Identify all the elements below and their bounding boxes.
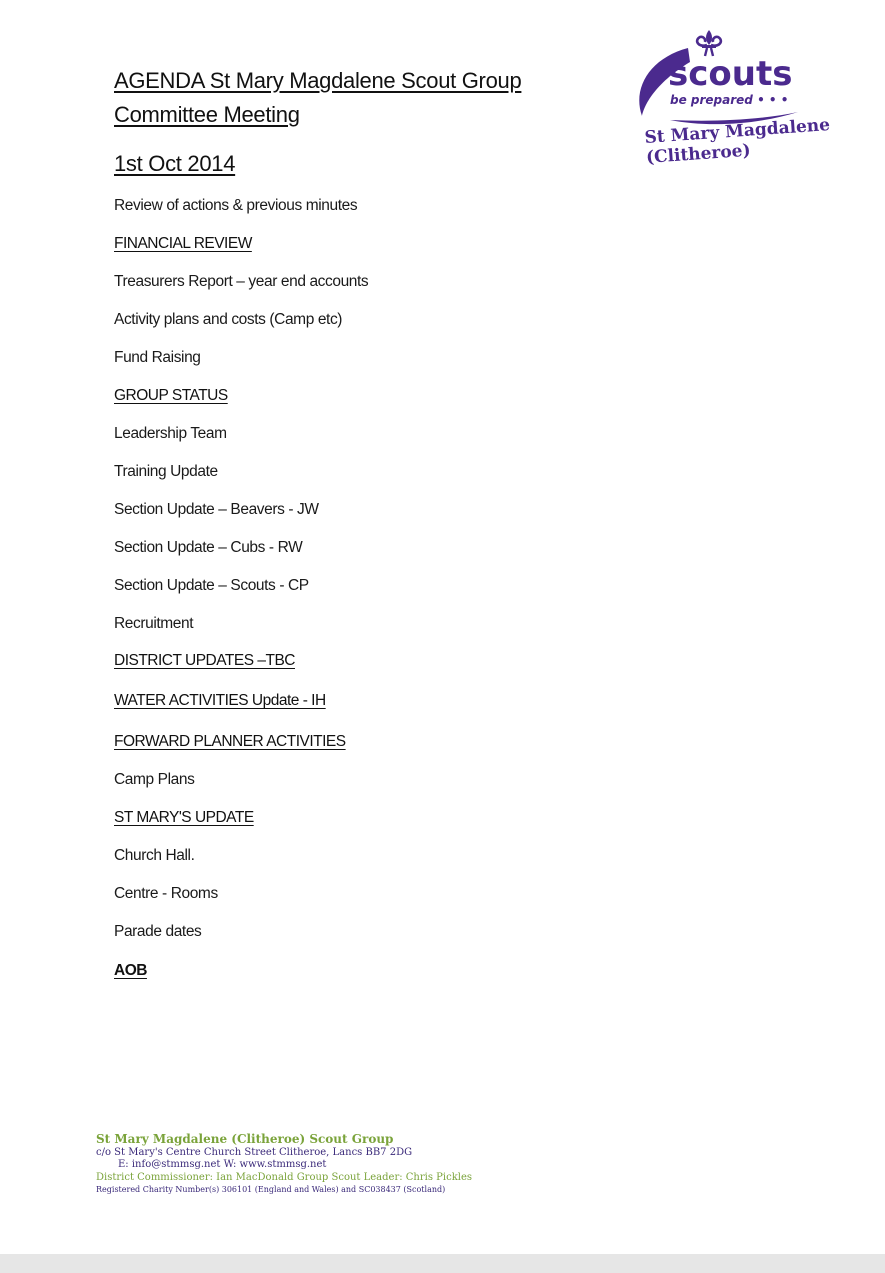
- agenda-heading: FORWARD PLANNER ACTIVITIES: [114, 733, 346, 750]
- agenda-item: Section Update – Cubs - RW: [114, 539, 303, 556]
- footer-contact: E: info@stmmsg.net W: www.stmmsg.net: [118, 1159, 327, 1170]
- agenda-item: Treasurers Report – year end accounts: [114, 273, 369, 290]
- agenda-item: Leadership Team: [114, 425, 227, 442]
- agenda-item: Camp Plans: [114, 771, 195, 788]
- logo-wordmark: scouts: [668, 54, 793, 94]
- logo-group-line-1: St Mary Magdalene: [644, 115, 831, 148]
- agenda-item: Review of actions & previous minutes: [114, 197, 358, 214]
- agenda-heading: WATER ACTIVITIES Update - IH: [114, 692, 326, 709]
- agenda-item: Section Update – Beavers - JW: [114, 501, 319, 518]
- meeting-date: 1st Oct 2014: [114, 151, 236, 176]
- agenda-item: Training Update: [114, 463, 218, 480]
- agenda-item: Activity plans and costs (Camp etc): [114, 311, 343, 328]
- agenda-item: Church Hall.: [114, 847, 195, 864]
- agenda-heading: GROUP STATUS: [114, 387, 228, 404]
- agenda-item: Fund Raising: [114, 349, 201, 366]
- scouts-logo: [630, 28, 850, 198]
- footer-commissioners: District Commissioner: Ian MacDonald Group Scout Leader: Chris Pickles: [96, 1172, 473, 1183]
- logo-tagline: be prepared • • •: [670, 93, 789, 107]
- agenda-item: Parade dates: [114, 923, 202, 940]
- agenda-heading: DISTRICT UPDATES –TBC: [114, 652, 295, 669]
- letterhead-footer: [96, 1131, 472, 1196]
- agenda-heading: FINANCIAL REVIEW: [114, 235, 252, 252]
- agenda-item: Recruitment: [114, 615, 194, 632]
- footer-address: c/o St Mary's Centre Church Street Clitheroe, Lancs BB7 2DG: [96, 1147, 413, 1158]
- agenda-title-line-2: Committee Meeting: [114, 102, 300, 127]
- agenda-heading: ST MARY'S UPDATE: [114, 809, 254, 826]
- footer-charity-number: Registered Charity Number(s) 306101 (England and Wales) and SC038437 (Scotland): [96, 1185, 446, 1194]
- agenda-heading: AOB: [114, 962, 147, 979]
- footer-group-name: St Mary Magdalene (Clitheroe) Scout Group: [96, 1132, 394, 1146]
- agenda-item: Section Update – Scouts - CP: [114, 577, 309, 594]
- agenda-title-line-1: AGENDA St Mary Magdalene Scout Group: [114, 68, 522, 93]
- logo-group-line-2: (Clitheroe): [645, 140, 752, 168]
- agenda-item: Centre - Rooms: [114, 885, 218, 902]
